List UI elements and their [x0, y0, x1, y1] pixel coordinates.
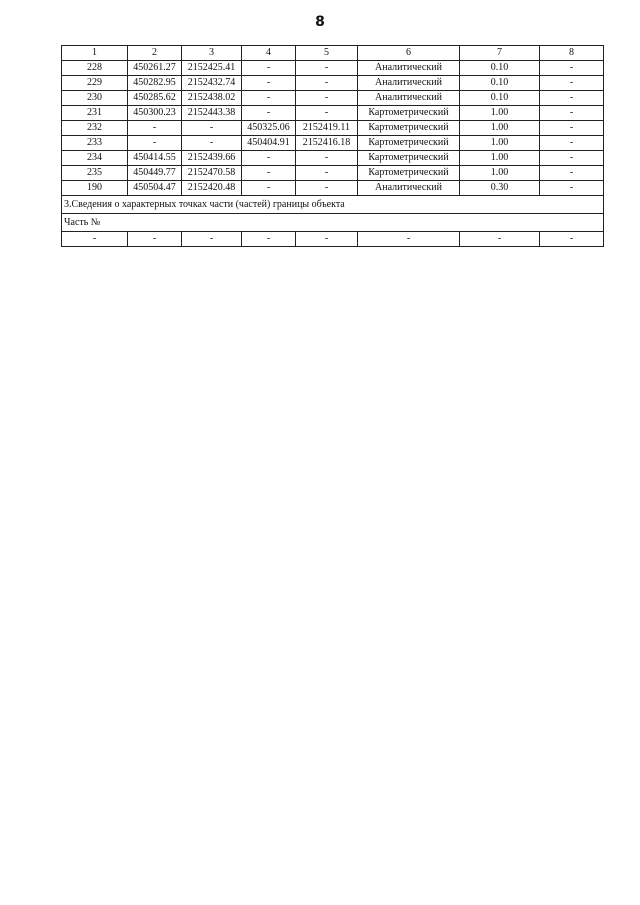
existing-y-cell: - — [182, 136, 242, 151]
description-cell: - — [540, 166, 604, 181]
method-cell: Картометрический — [358, 136, 460, 151]
method-cell: Картометрический — [358, 106, 460, 121]
section-title: 3.Сведения о характерных точках части (частей) границы объекта — [62, 196, 604, 214]
column-number-header: 1 — [62, 46, 128, 61]
existing-y-cell: 2152438.02 — [182, 91, 242, 106]
table-row — [62, 76, 604, 91]
point-number-cell: 229 — [62, 76, 128, 91]
description-cell: - — [540, 151, 604, 166]
new-y-cell: - — [296, 91, 358, 106]
empty-cell: - — [358, 232, 460, 247]
new-y-cell: 2152416.18 — [296, 136, 358, 151]
characteristic-points-table — [61, 45, 604, 247]
method-cell: Аналитический — [358, 91, 460, 106]
accuracy-cell: 0.10 — [460, 91, 540, 106]
new-y-cell: - — [296, 76, 358, 91]
new-y-cell: - — [296, 61, 358, 76]
point-number-cell: 233 — [62, 136, 128, 151]
new-x-cell: - — [242, 61, 296, 76]
page-number: 8 — [315, 14, 325, 30]
new-y-cell: - — [296, 166, 358, 181]
existing-x-cell: 450282.95 — [128, 76, 182, 91]
empty-cell: - — [296, 232, 358, 247]
empty-cell: - — [182, 232, 242, 247]
column-number-header: 8 — [540, 46, 604, 61]
new-y-cell: - — [296, 181, 358, 196]
description-cell: - — [540, 136, 604, 151]
existing-x-cell: 450449.77 — [128, 166, 182, 181]
accuracy-cell: 0.10 — [460, 76, 540, 91]
accuracy-cell: 1.00 — [460, 121, 540, 136]
table-row — [62, 91, 604, 106]
new-x-cell: - — [242, 166, 296, 181]
new-y-cell: - — [296, 106, 358, 121]
existing-y-cell: 2152470.58 — [182, 166, 242, 181]
accuracy-cell: 0.30 — [460, 181, 540, 196]
method-cell: Картометрический — [358, 121, 460, 136]
empty-cell: - — [242, 232, 296, 247]
point-number-cell: 190 — [62, 181, 128, 196]
existing-x-cell: 450414.55 — [128, 151, 182, 166]
existing-x-cell: - — [128, 136, 182, 151]
description-cell: - — [540, 76, 604, 91]
description-cell: - — [540, 121, 604, 136]
existing-x-cell: 450285.62 — [128, 91, 182, 106]
method-cell: Картометрический — [358, 151, 460, 166]
new-y-cell: - — [296, 151, 358, 166]
existing-x-cell: 450261.27 — [128, 61, 182, 76]
accuracy-cell: 1.00 — [460, 151, 540, 166]
table-row — [62, 61, 604, 76]
existing-y-cell: 2152439.66 — [182, 151, 242, 166]
point-number-cell: 231 — [62, 106, 128, 121]
empty-cell: - — [540, 232, 604, 247]
method-cell: Картометрический — [358, 166, 460, 181]
existing-x-cell: 450300.23 — [128, 106, 182, 121]
new-x-cell: 450404.91 — [242, 136, 296, 151]
column-number-header: 2 — [128, 46, 182, 61]
table-row — [62, 181, 604, 196]
table-header-row — [62, 46, 604, 61]
point-number-cell: 235 — [62, 166, 128, 181]
point-number-cell: 234 — [62, 151, 128, 166]
empty-cell: - — [62, 232, 128, 247]
new-x-cell: - — [242, 181, 296, 196]
part-label: Часть № — [62, 214, 604, 232]
existing-x-cell: 450504.47 — [128, 181, 182, 196]
column-number-header: 5 — [296, 46, 358, 61]
table-row — [62, 106, 604, 121]
existing-y-cell: - — [182, 121, 242, 136]
column-number-header: 6 — [358, 46, 460, 61]
column-number-header: 3 — [182, 46, 242, 61]
method-cell: Аналитический — [358, 76, 460, 91]
existing-x-cell: - — [128, 121, 182, 136]
table-row — [62, 166, 604, 181]
point-number-cell: 232 — [62, 121, 128, 136]
table-row — [62, 151, 604, 166]
point-number-cell: 230 — [62, 91, 128, 106]
section-title-row — [62, 196, 604, 214]
description-cell: - — [540, 181, 604, 196]
part-label-row — [62, 214, 604, 232]
new-x-cell: - — [242, 151, 296, 166]
table-row — [62, 121, 604, 136]
accuracy-cell: 1.00 — [460, 106, 540, 121]
accuracy-cell: 0.10 — [460, 61, 540, 76]
point-number-cell: 228 — [62, 61, 128, 76]
new-y-cell: 2152419.11 — [296, 121, 358, 136]
method-cell: Аналитический — [358, 181, 460, 196]
new-x-cell: - — [242, 106, 296, 121]
empty-cell: - — [460, 232, 540, 247]
new-x-cell: - — [242, 91, 296, 106]
description-cell: - — [540, 106, 604, 121]
new-x-cell: - — [242, 76, 296, 91]
new-x-cell: 450325.06 — [242, 121, 296, 136]
existing-y-cell: 2152432.74 — [182, 76, 242, 91]
column-number-header: 4 — [242, 46, 296, 61]
empty-part-row — [62, 232, 604, 247]
method-cell: Аналитический — [358, 61, 460, 76]
existing-y-cell: 2152420.48 — [182, 181, 242, 196]
existing-y-cell: 2152443.38 — [182, 106, 242, 121]
accuracy-cell: 1.00 — [460, 136, 540, 151]
table-row — [62, 136, 604, 151]
accuracy-cell: 1.00 — [460, 166, 540, 181]
description-cell: - — [540, 61, 604, 76]
column-number-header: 7 — [460, 46, 540, 61]
existing-y-cell: 2152425.41 — [182, 61, 242, 76]
description-cell: - — [540, 91, 604, 106]
empty-cell: - — [128, 232, 182, 247]
